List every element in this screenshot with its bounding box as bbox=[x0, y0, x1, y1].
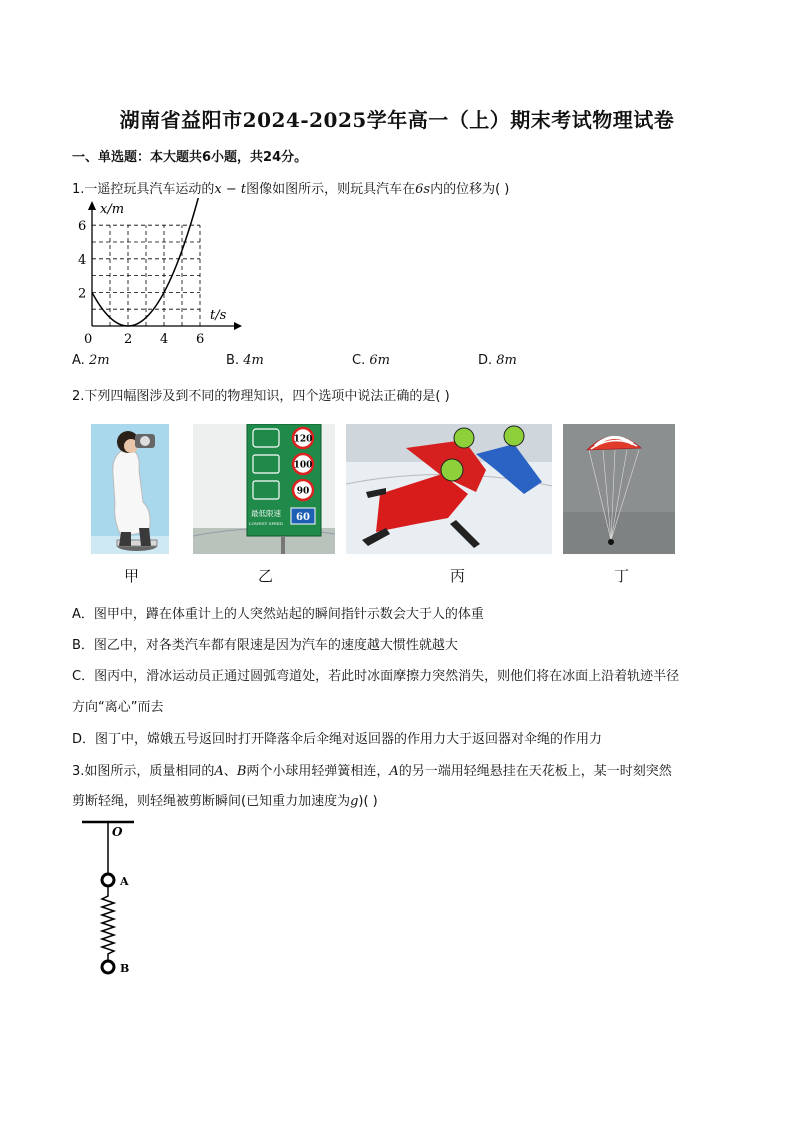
label-O: O bbox=[112, 825, 123, 839]
xt-graph bbox=[74, 198, 244, 348]
sign-min-en: LOWEST SPEED bbox=[248, 521, 284, 526]
x-axis-label: t/s bbox=[210, 308, 227, 323]
spring-figure bbox=[78, 816, 158, 986]
q1-option-d[interactable]: D. 8m bbox=[478, 353, 517, 368]
q1-math-xt: x − t bbox=[214, 182, 247, 197]
q1-text-pre: 1.一遥控玩具汽车运动的 bbox=[72, 182, 215, 197]
sign-speed-60: 60 bbox=[296, 512, 310, 523]
caption-ding: 丁 bbox=[614, 567, 630, 585]
q1-option-a[interactable]: A. 2m bbox=[72, 353, 110, 368]
q1-option-b[interactable]: B. 4m bbox=[226, 353, 264, 368]
caption-bing: 丙 bbox=[450, 567, 466, 585]
xt-grid bbox=[92, 225, 200, 326]
x-tick-label: 6 bbox=[196, 332, 205, 347]
question-3-line-2: 剪断轻绳，则轻绳被剪断瞬间(已知重力加速度为g)( ) bbox=[72, 794, 378, 809]
exam-title: 湖南省益阳市2024-2025学年高一（上）期末考试物理试卷 bbox=[119, 108, 675, 132]
q2-option-a[interactable]: A．图甲中，蹲在体重计上的人突然站起的瞬间指针示数会大于人的体重 bbox=[72, 607, 484, 622]
q2-option-c[interactable]: C．图丙中，滑冰运动员正通过圆弧弯道处，若此时冰面摩擦力突然消失，则他们将在冰面上沿着轨迹半径 bbox=[72, 669, 680, 684]
sign-speed-100: 100 bbox=[293, 460, 313, 471]
ball-B-icon bbox=[102, 961, 114, 973]
x-tick-label: 2 bbox=[124, 332, 133, 347]
q1-text-post: 内的位移为( ) bbox=[430, 182, 510, 197]
q2-option-b[interactable]: B．图乙中，对各类汽车都有限速是因为汽车的速度越大惯性就越大 bbox=[72, 638, 458, 653]
y-tick-label: 4 bbox=[78, 252, 87, 268]
y-axis-label: x/m bbox=[100, 202, 125, 217]
x-tick-label: 4 bbox=[160, 332, 169, 347]
q2-option-c-cont: 方向“离心”而去 bbox=[72, 700, 164, 715]
question-1-text bbox=[72, 178, 509, 197]
image-jia-scale bbox=[91, 424, 169, 554]
q2-option-d[interactable]: D．图丁中，嫦娥五号返回时打开降落伞后伞绳对返回器的作用力大于返回器对伞绳的作用力 bbox=[72, 732, 603, 747]
sign-min-label: 最低限速 bbox=[251, 509, 281, 518]
label-A: A bbox=[120, 875, 129, 888]
x-tick-label: 0 bbox=[84, 332, 93, 347]
caption-yi: 乙 bbox=[258, 567, 274, 585]
question-2-text: 2.下列四幅图涉及到不同的物理知识，四个选项中说法正确的是( ) bbox=[72, 389, 450, 404]
q1-math-6s: 6s bbox=[415, 182, 431, 197]
caption-jia: 甲 bbox=[124, 567, 140, 585]
y-axis-arrow-icon bbox=[88, 201, 96, 210]
y-tick-label: 2 bbox=[78, 286, 87, 302]
question-3-line-1: 3.如图所示，质量相同的A、B两个小球用轻弹簧相连，A的另一端用轻绳悬挂在天花板上，某一时刻突然 bbox=[72, 764, 672, 779]
image-bing-skaters bbox=[346, 424, 552, 554]
q1-text-mid: 图像如图所示，则玩具汽车在 bbox=[246, 182, 416, 197]
x-axis-arrow-icon bbox=[234, 322, 242, 330]
image-yi-speed-sign bbox=[193, 424, 335, 554]
y-tick-label: 6 bbox=[78, 219, 87, 235]
sign-speed-120: 120 bbox=[293, 434, 313, 445]
image-ding-parachute bbox=[563, 424, 675, 554]
label-B: B bbox=[120, 962, 130, 975]
sign-speed-90: 90 bbox=[296, 486, 310, 497]
xt-tick-labels bbox=[78, 219, 204, 347]
spring-icon bbox=[102, 886, 114, 961]
section-heading: 一、单选题：本大题共6小题，共24分。 bbox=[72, 150, 308, 165]
q1-option-c[interactable]: C. 6m bbox=[352, 353, 390, 368]
ball-A-icon bbox=[102, 874, 114, 886]
